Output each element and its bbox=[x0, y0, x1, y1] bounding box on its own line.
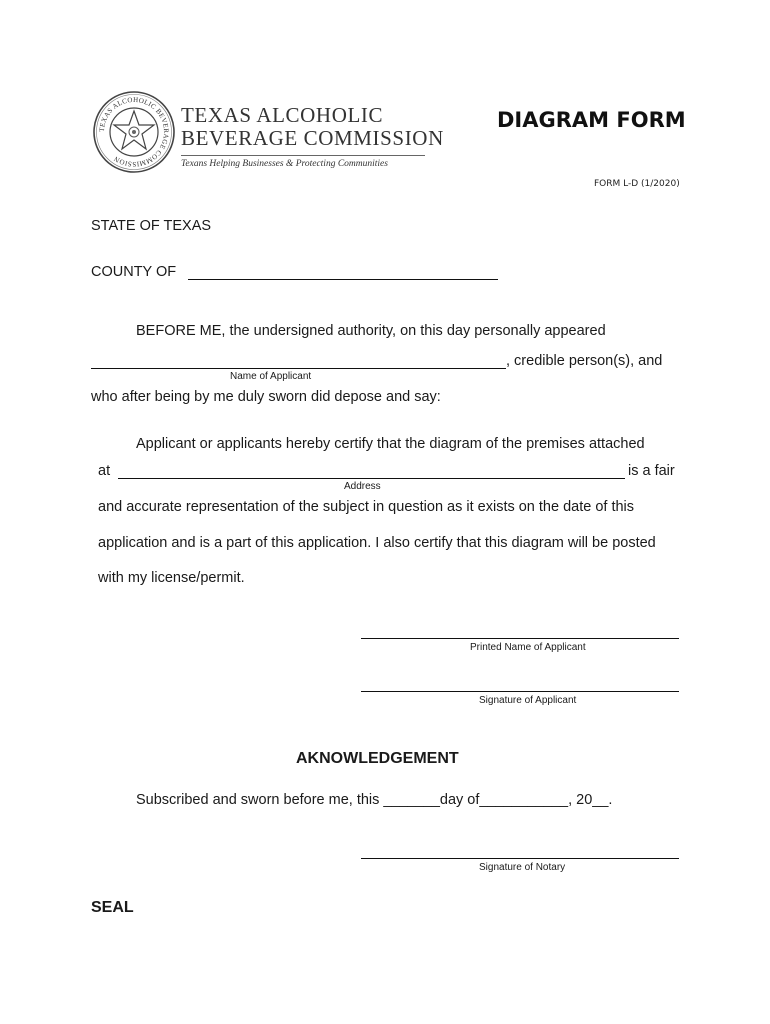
name-of-applicant-caption: Name of Applicant bbox=[230, 371, 312, 382]
form-title: DIAGRAM FORM bbox=[497, 108, 686, 132]
notary-signature-field-line[interactable] bbox=[361, 858, 679, 859]
acknowledgement-heading: AKNOWLEDGEMENT bbox=[296, 750, 459, 767]
certify-text: Applicant or applicants hereby certify that the diagram of the premises attached bbox=[136, 436, 645, 452]
license-text: with my license/permit. bbox=[98, 570, 245, 586]
seal-label: SEAL bbox=[91, 899, 134, 916]
credible-text: , credible person(s), and bbox=[506, 353, 663, 369]
org-divider bbox=[181, 155, 425, 156]
county-field-line[interactable] bbox=[188, 279, 498, 280]
address-caption: Address bbox=[344, 481, 381, 492]
applicant-signature-field-line[interactable] bbox=[361, 691, 679, 692]
county-label: COUNTY OF bbox=[91, 264, 177, 280]
is-fair-text: is a fair bbox=[628, 463, 675, 479]
printed-name-field-line[interactable] bbox=[361, 638, 679, 639]
applicant-name-field-line[interactable] bbox=[91, 368, 506, 369]
applicant-signature-caption: Signature of Applicant bbox=[479, 695, 577, 706]
application-text: application and is a part of this application. I also certify that this diagram will be posted bbox=[98, 535, 656, 551]
org-name-line2: BEVERAGE COMMISSION bbox=[181, 126, 444, 150]
org-tagline: Texans Helping Businesses & Protecting Communities bbox=[181, 159, 388, 169]
seal-ring-text: TEXAS ALCOHOLIC BEVERAGE COMMISSION bbox=[97, 95, 171, 169]
tabc-seal-logo bbox=[92, 90, 176, 174]
printed-name-caption: Printed Name of Applicant bbox=[470, 642, 586, 653]
at-text: at bbox=[98, 463, 111, 479]
state-label: STATE OF TEXAS bbox=[91, 218, 212, 234]
before-me-text: BEFORE ME, the undersigned authority, on this day personally appeared bbox=[136, 323, 606, 339]
form-number: FORM L-D (1/2020) bbox=[594, 179, 680, 189]
subscribed-text: Subscribed and sworn before me, this _______day of___________, 20__. bbox=[136, 792, 613, 808]
sworn-text: who after being by me duly sworn did depose and say: bbox=[91, 389, 441, 405]
address-field-line[interactable] bbox=[118, 478, 625, 479]
org-name-line1: TEXAS ALCOHOLIC bbox=[181, 103, 384, 127]
org-name-block bbox=[181, 104, 444, 169]
accurate-text: and accurate representation of the subject in question as it exists on the date of this bbox=[98, 499, 635, 515]
notary-signature-caption: Signature of Notary bbox=[479, 862, 566, 873]
